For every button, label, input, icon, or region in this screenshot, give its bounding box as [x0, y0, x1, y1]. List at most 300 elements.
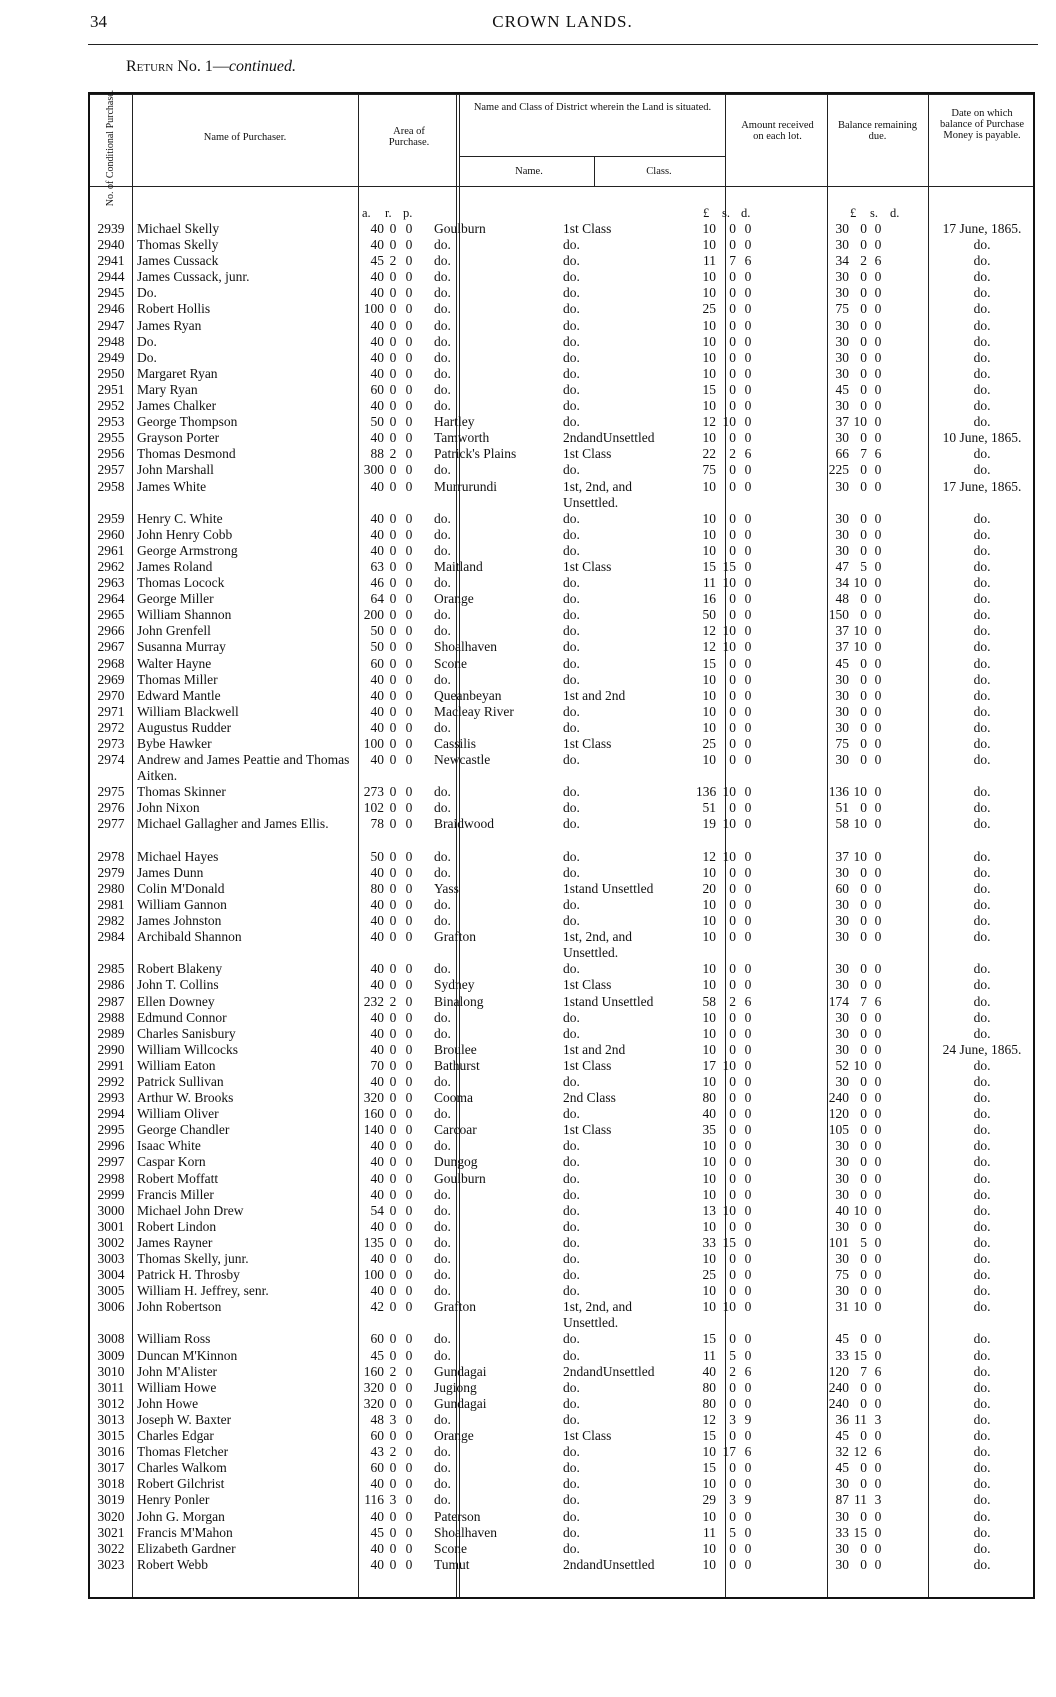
cell-payable-date: do. — [973, 1202, 991, 1218]
cell-amount-pence: 0 — [744, 1218, 752, 1234]
cell-balance-shillings: 0 — [860, 1283, 867, 1299]
cell-payable-date: do. — [973, 301, 991, 317]
cell-amount-shillings: 0 — [729, 719, 736, 735]
cell-area-perches: 0 — [405, 253, 413, 269]
cell-district-name: Murrurundi — [434, 478, 497, 494]
cell-amount-pounds: 10 — [702, 1444, 716, 1460]
cell-balance-pence: 0 — [874, 896, 882, 912]
cell-no: 2972 — [97, 719, 125, 735]
cell-no: 2973 — [97, 736, 125, 751]
cell-balance-pounds: 30 — [835, 1508, 849, 1524]
cell-area-roods: 0 — [389, 1476, 397, 1492]
cell-amount-pence: 0 — [744, 703, 752, 719]
header-no: No. of Conditional Purchase. — [105, 89, 116, 207]
cell-purchaser: Charles Sanisbury — [137, 1025, 236, 1041]
cell-balance-shillings: 0 — [860, 542, 867, 558]
cell-district-class: do. — [563, 1170, 580, 1186]
cell-district-name: do. — [434, 285, 451, 301]
cell-amount-shillings: 0 — [729, 381, 736, 397]
cell-area-roods: 0 — [389, 1186, 397, 1202]
cell-amount-pence: 0 — [744, 1025, 752, 1041]
cell-balance-pence: 0 — [874, 1154, 882, 1170]
cell-balance-shillings: 0 — [860, 1154, 867, 1170]
cell-amount-pence: 0 — [744, 864, 752, 880]
cell-payable-date: do. — [973, 1379, 991, 1395]
table-row — [90, 1509, 1033, 1525]
cell-amount-shillings: 0 — [729, 655, 736, 671]
cell-area-acres: 60 — [370, 381, 384, 397]
cell-area-perches: 0 — [405, 317, 413, 333]
cell-purchaser: John Nixon — [137, 800, 200, 816]
cell-district-name: do. — [434, 1411, 451, 1427]
cell-amount-shillings: 17 — [722, 1444, 736, 1460]
cell-balance-pence: 6 — [874, 1363, 882, 1379]
unit-pounds-balance: £ — [850, 206, 857, 220]
cell-district-name: do. — [434, 1347, 451, 1363]
cell-payable-date: do. — [973, 1363, 991, 1379]
cell-balance-pounds: 31 — [835, 1299, 849, 1315]
cell-area-roods: 0 — [389, 977, 397, 993]
cell-purchaser: William H. Jeffrey, senr. — [137, 1283, 269, 1299]
cell-amount-pence: 0 — [744, 349, 752, 365]
cell-balance-pence: 0 — [874, 478, 882, 494]
cell-purchaser: Ellen Downey — [137, 993, 215, 1009]
cell-balance-pounds: 58 — [835, 816, 849, 832]
cell-amount-pounds: 10 — [702, 1508, 716, 1524]
cell-purchaser: James White — [137, 478, 207, 494]
cell-district-class: do. — [563, 1025, 580, 1041]
cell-amount-shillings: 0 — [729, 1186, 736, 1202]
cell-area-perches: 0 — [405, 1218, 413, 1234]
cell-no: 2975 — [97, 784, 125, 800]
cell-area-perches: 0 — [405, 333, 413, 349]
cell-area-acres: 160 — [363, 1363, 384, 1379]
cell-no: 3003 — [97, 1251, 125, 1266]
cell-area-acres: 135 — [363, 1234, 384, 1250]
table-row — [90, 623, 1033, 639]
cell-balance-pounds: 37 — [835, 848, 849, 864]
cell-area-roods: 0 — [389, 430, 397, 446]
cell-amount-pence: 0 — [744, 542, 752, 558]
table-row — [90, 977, 1033, 993]
cell-amount-shillings: 0 — [729, 1122, 736, 1138]
cell-payable-date: do. — [973, 1073, 991, 1089]
cell-area-roods: 0 — [389, 1251, 397, 1266]
cell-no: 2952 — [97, 398, 125, 414]
cell-district-name: do. — [434, 333, 451, 349]
table-row — [90, 1235, 1033, 1251]
cell-district-class: do. — [563, 1460, 580, 1476]
cell-purchaser: Archibald Shannon — [137, 929, 242, 945]
cell-district-name: Cassilis — [434, 736, 477, 751]
cell-district-class: do. — [563, 1234, 580, 1250]
cell-amount-shillings: 0 — [729, 1331, 736, 1347]
table-row — [90, 511, 1033, 527]
cell-purchaser: John Marshall — [137, 462, 214, 478]
cell-district-name: Yass — [434, 880, 459, 896]
cell-area-acres: 40 — [370, 977, 384, 993]
cell-district-class: 2ndandUnsettled — [563, 1363, 655, 1379]
cell-area-perches: 0 — [405, 301, 413, 317]
cell-area-roods: 2 — [389, 253, 397, 269]
cell-payable-date: do. — [973, 1299, 991, 1315]
cell-amount-pence: 0 — [744, 1283, 752, 1299]
cell-area-acres: 50 — [370, 414, 384, 430]
cell-amount-pence: 0 — [744, 671, 752, 687]
cell-balance-shillings: 0 — [860, 365, 867, 381]
cell-area-acres: 40 — [370, 752, 384, 768]
cell-purchaser: John T. Collins — [137, 977, 219, 993]
cell-amount-pounds: 10 — [702, 1283, 716, 1299]
cell-area-acres: 40 — [370, 1154, 384, 1170]
table-row — [90, 575, 1033, 591]
cell-area-perches: 0 — [405, 365, 413, 381]
cell-balance-shillings: 0 — [860, 1186, 867, 1202]
cell-balance-pence: 0 — [874, 558, 882, 574]
cell-area-acres: 40 — [370, 1009, 384, 1025]
cell-district-class: 1st Class — [563, 1428, 612, 1444]
cell-district-class: do. — [563, 703, 580, 719]
cell-balance-shillings: 15 — [853, 1347, 867, 1363]
cell-amount-pounds: 11 — [703, 575, 716, 591]
cell-balance-pence: 0 — [874, 880, 882, 896]
cell-payable-date: do. — [973, 977, 991, 993]
cell-district-class: do. — [563, 285, 580, 301]
cell-amount-pounds: 15 — [702, 1331, 716, 1347]
cell-balance-pounds: 60 — [835, 880, 849, 896]
cell-area-perches: 0 — [405, 623, 413, 639]
cell-area-roods: 0 — [389, 687, 397, 703]
cell-amount-pounds: 10 — [702, 398, 716, 414]
cell-purchaser: Thomas Skelly, junr. — [137, 1251, 249, 1266]
cell-no: 2939 — [97, 221, 125, 236]
cell-amount-shillings: 10 — [722, 414, 736, 430]
cell-district-name: Goulburn — [434, 221, 486, 236]
cell-no: 3000 — [97, 1202, 125, 1218]
cell-district-class: 1st Class — [563, 558, 612, 574]
cell-purchaser: William Shannon — [137, 607, 232, 623]
cell-district-name: do. — [434, 913, 451, 929]
cell-balance-pence: 0 — [874, 607, 882, 623]
cell-payable-date: do. — [973, 1331, 991, 1347]
cell-purchaser: George Armstrong — [137, 542, 238, 558]
cell-balance-pence: 0 — [874, 1331, 882, 1347]
cell-balance-pence: 0 — [874, 1524, 882, 1540]
table-row — [90, 382, 1033, 398]
cell-district-name: do. — [434, 510, 451, 526]
cell-amount-shillings: 0 — [729, 317, 736, 333]
cell-balance-pence: 0 — [874, 1202, 882, 1218]
cell-area-acres: 300 — [363, 462, 384, 478]
table-row — [90, 1267, 1033, 1283]
table-row — [90, 559, 1033, 575]
cell-no: 3001 — [97, 1218, 125, 1234]
cell-area-roods: 0 — [389, 591, 397, 607]
cell-payable-date: do. — [973, 381, 991, 397]
cell-area-perches: 0 — [405, 993, 413, 1009]
cell-district-class: do. — [563, 913, 580, 929]
cell-payable-date: do. — [973, 1170, 991, 1186]
table-row — [90, 1026, 1033, 1042]
cell-amount-shillings: 3 — [729, 1411, 736, 1427]
cell-balance-pounds: 48 — [835, 591, 849, 607]
table-row — [90, 800, 1033, 816]
cell-area-acres: 40 — [370, 237, 384, 253]
cell-district-class: do. — [563, 381, 580, 397]
cell-district-name: do. — [434, 1476, 451, 1492]
cell-amount-pence: 0 — [744, 301, 752, 317]
cell-area-acres: 102 — [363, 800, 384, 816]
table-row — [90, 1122, 1033, 1138]
cell-balance-pence: 0 — [874, 1267, 882, 1283]
cell-district-class: do. — [563, 269, 580, 285]
cell-balance-pounds: 150 — [828, 607, 849, 623]
cell-district-class: 1stand Unsettled — [563, 880, 654, 896]
cell-payable-date: do. — [973, 591, 991, 607]
cell-no: 2993 — [97, 1090, 125, 1106]
cell-area-perches: 0 — [405, 1122, 413, 1138]
cell-area-perches: 0 — [405, 558, 413, 574]
table-row — [90, 1492, 1033, 1508]
cell-area-perches: 0 — [405, 752, 413, 768]
cell-amount-pounds: 17 — [702, 1057, 716, 1073]
cell-area-perches: 0 — [405, 381, 413, 397]
cell-district-name: Queanbeyan — [434, 687, 502, 703]
cell-balance-pounds: 30 — [835, 542, 849, 558]
cell-purchaser: Grayson Porter — [137, 430, 220, 446]
table-row — [90, 1251, 1033, 1267]
table-row — [90, 334, 1033, 350]
cell-purchaser: Charles Edgar — [137, 1428, 214, 1444]
page-header — [90, 8, 1035, 38]
table-row — [90, 1154, 1033, 1170]
cell-area-acres: 80 — [370, 880, 384, 896]
cell-amount-shillings: 0 — [729, 542, 736, 558]
cell-area-acres: 40 — [370, 1218, 384, 1234]
cell-purchaser: Mary Ryan — [137, 381, 198, 397]
cell-no: 2958 — [97, 478, 125, 494]
cell-balance-shillings: 0 — [860, 1106, 867, 1122]
cell-balance-pounds: 32 — [835, 1444, 849, 1460]
cell-balance-shillings: 0 — [860, 1025, 867, 1041]
cell-district-name: Broulee — [434, 1041, 477, 1057]
cell-amount-shillings: 0 — [729, 752, 736, 768]
cell-amount-shillings: 0 — [729, 462, 736, 478]
cell-amount-shillings: 7 — [729, 253, 736, 269]
cell-district-class: do. — [563, 1476, 580, 1492]
cell-balance-pounds: 30 — [835, 671, 849, 687]
cell-amount-pence: 0 — [744, 896, 752, 912]
cell-no: 2940 — [97, 237, 125, 253]
table-row — [90, 1219, 1033, 1235]
cell-amount-shillings: 0 — [729, 510, 736, 526]
cell-balance-shillings: 0 — [860, 349, 867, 365]
cell-area-roods: 0 — [389, 221, 397, 236]
cell-amount-pounds: 13 — [702, 1202, 716, 1218]
cell-payable-date: do. — [973, 1106, 991, 1122]
header-district: Name and Class of District wherein the Land is situated. — [473, 102, 712, 113]
cell-no: 2963 — [97, 575, 125, 591]
cell-area-acres: 40 — [370, 285, 384, 301]
cell-area-roods: 0 — [389, 1283, 397, 1299]
cell-amount-pence: 0 — [744, 1122, 752, 1138]
cell-area-roods: 0 — [389, 913, 397, 929]
cell-amount-pounds: 11 — [703, 1524, 716, 1540]
cell-district-class: do. — [563, 800, 580, 816]
cell-balance-shillings: 0 — [860, 526, 867, 542]
cell-no: 2982 — [97, 913, 125, 929]
cell-amount-shillings: 0 — [729, 961, 736, 977]
cell-balance-pence: 0 — [874, 639, 882, 655]
cell-no: 2960 — [97, 526, 125, 542]
cell-payable-date: do. — [973, 1347, 991, 1363]
cell-area-roods: 0 — [389, 655, 397, 671]
cell-balance-shillings: 10 — [853, 1057, 867, 1073]
cell-district-name: Shoalhaven — [434, 1524, 497, 1540]
cell-district-class: 2nd Class — [563, 1090, 616, 1106]
cell-amount-pence: 6 — [744, 1363, 752, 1379]
cell-amount-pence: 0 — [744, 1379, 752, 1395]
cell-amount-pence: 0 — [744, 623, 752, 639]
cell-no: 2984 — [97, 929, 125, 945]
cell-area-perches: 0 — [405, 655, 413, 671]
cell-purchaser: Caspar Korn — [137, 1154, 206, 1170]
cell-area-perches: 0 — [405, 1267, 413, 1283]
cell-balance-pounds: 40 — [835, 1202, 849, 1218]
cell-balance-shillings: 0 — [860, 1073, 867, 1089]
cell-district-name: Orange — [434, 591, 474, 607]
cell-balance-pence: 0 — [874, 462, 882, 478]
header-district-name: Name. — [515, 166, 543, 177]
cell-amount-shillings: 2 — [729, 1363, 736, 1379]
cell-balance-pounds: 30 — [835, 703, 849, 719]
cell-area-acres: 40 — [370, 526, 384, 542]
cell-area-perches: 0 — [405, 221, 413, 236]
cell-balance-shillings: 0 — [860, 736, 867, 751]
cell-district-name: Tumut — [434, 1556, 470, 1572]
cell-area-roods: 2 — [389, 1444, 397, 1460]
table-row — [90, 1380, 1033, 1396]
cell-balance-shillings: 0 — [860, 1556, 867, 1572]
cell-amount-shillings: 0 — [729, 1025, 736, 1041]
cell-balance-pounds: 37 — [835, 623, 849, 639]
cell-purchaser: Bybe Hawker — [137, 736, 212, 751]
cell-no: 2945 — [97, 285, 125, 301]
cell-amount-pounds: 10 — [702, 1138, 716, 1154]
cell-amount-shillings: 0 — [729, 526, 736, 542]
cell-payable-date: do. — [973, 1057, 991, 1073]
cell-amount-pounds: 10 — [702, 977, 716, 993]
cell-balance-shillings: 0 — [860, 607, 867, 623]
cell-area-perches: 0 — [405, 1090, 413, 1106]
cell-amount-pence: 0 — [744, 784, 752, 800]
cell-no: 3020 — [97, 1508, 125, 1524]
cell-area-perches: 0 — [405, 1524, 413, 1540]
cell-balance-shillings: 0 — [860, 896, 867, 912]
cell-no: 2986 — [97, 977, 125, 993]
cell-balance-shillings: 7 — [860, 1363, 867, 1379]
cell-area-acres: 78 — [370, 816, 384, 832]
cell-area-perches: 0 — [405, 1057, 413, 1073]
cell-area-acres: 64 — [370, 591, 384, 607]
cell-balance-pounds: 45 — [835, 1460, 849, 1476]
cell-no: 2969 — [97, 671, 125, 687]
cell-area-perches: 0 — [405, 414, 413, 430]
cell-area-roods: 0 — [389, 607, 397, 623]
cell-balance-pounds: 174 — [828, 993, 849, 1009]
cell-balance-pence: 0 — [874, 816, 882, 832]
cell-district-name: Patrick's Plains — [434, 446, 517, 462]
cell-purchaser: James Rayner — [137, 1234, 213, 1250]
cell-area-roods: 0 — [389, 237, 397, 253]
cell-district-class: do. — [563, 752, 580, 768]
cell-area-acres: 40 — [370, 349, 384, 365]
cell-purchaser: Margaret Ryan — [137, 365, 218, 381]
cell-amount-shillings: 0 — [729, 591, 736, 607]
cell-balance-shillings: 11 — [854, 1492, 867, 1508]
cell-district-name: do. — [434, 1138, 451, 1154]
cell-district-class: 1st Class — [563, 446, 612, 462]
cell-no: 3010 — [97, 1363, 125, 1379]
cell-purchaser: William Oliver — [137, 1106, 219, 1122]
cell-district-name: Scone — [434, 1540, 467, 1556]
cell-area-acres: 40 — [370, 961, 384, 977]
table-row — [90, 366, 1033, 382]
cell-payable-date: 24 June, 1865. — [942, 1041, 1022, 1057]
cell-district-name: do. — [434, 848, 451, 864]
cell-balance-pence: 0 — [874, 848, 882, 864]
cell-balance-pounds: 45 — [835, 381, 849, 397]
cell-balance-pounds: 120 — [828, 1106, 849, 1122]
cell-amount-pence: 0 — [744, 1251, 752, 1266]
cell-payable-date: do. — [973, 639, 991, 655]
table-row — [90, 414, 1033, 430]
cell-balance-pence: 0 — [874, 1025, 882, 1041]
cell-amount-pounds: 136 — [696, 784, 717, 800]
cell-amount-pounds: 80 — [702, 1379, 716, 1395]
cell-area-roods: 2 — [389, 993, 397, 1009]
cell-balance-pence: 0 — [874, 317, 882, 333]
cell-purchaser: William Howe — [137, 1379, 217, 1395]
cell-area-roods: 2 — [389, 1363, 397, 1379]
cell-district-name: do. — [434, 1025, 451, 1041]
cell-purchaser: Michael Gallagher and James Ellis. — [137, 816, 329, 832]
table-row — [90, 301, 1033, 317]
cell-district-name: do. — [434, 398, 451, 414]
header-area: Area of Purchase. — [388, 126, 430, 148]
cell-balance-pounds: 225 — [828, 462, 849, 478]
cell-payable-date: do. — [973, 1524, 991, 1540]
cell-area-roods: 0 — [389, 719, 397, 735]
cell-area-acres: 40 — [370, 398, 384, 414]
cell-no: 3017 — [97, 1460, 125, 1476]
cell-balance-pence: 0 — [874, 671, 882, 687]
cell-balance-pence: 0 — [874, 1379, 882, 1395]
cell-district-class: do. — [563, 398, 580, 414]
cell-area-perches: 0 — [405, 961, 413, 977]
cell-amount-shillings: 0 — [729, 1508, 736, 1524]
cell-amount-pence: 0 — [744, 221, 752, 236]
cell-balance-pence: 0 — [874, 575, 882, 591]
cell-amount-shillings: 0 — [729, 1170, 736, 1186]
cell-balance-pence: 0 — [874, 687, 882, 703]
cell-amount-shillings: 0 — [729, 349, 736, 365]
cell-amount-pence: 0 — [744, 285, 752, 301]
cell-balance-pounds: 30 — [835, 1556, 849, 1572]
cell-balance-pence: 0 — [874, 221, 882, 236]
cell-amount-pounds: 10 — [702, 896, 716, 912]
cell-balance-shillings: 0 — [860, 1041, 867, 1057]
